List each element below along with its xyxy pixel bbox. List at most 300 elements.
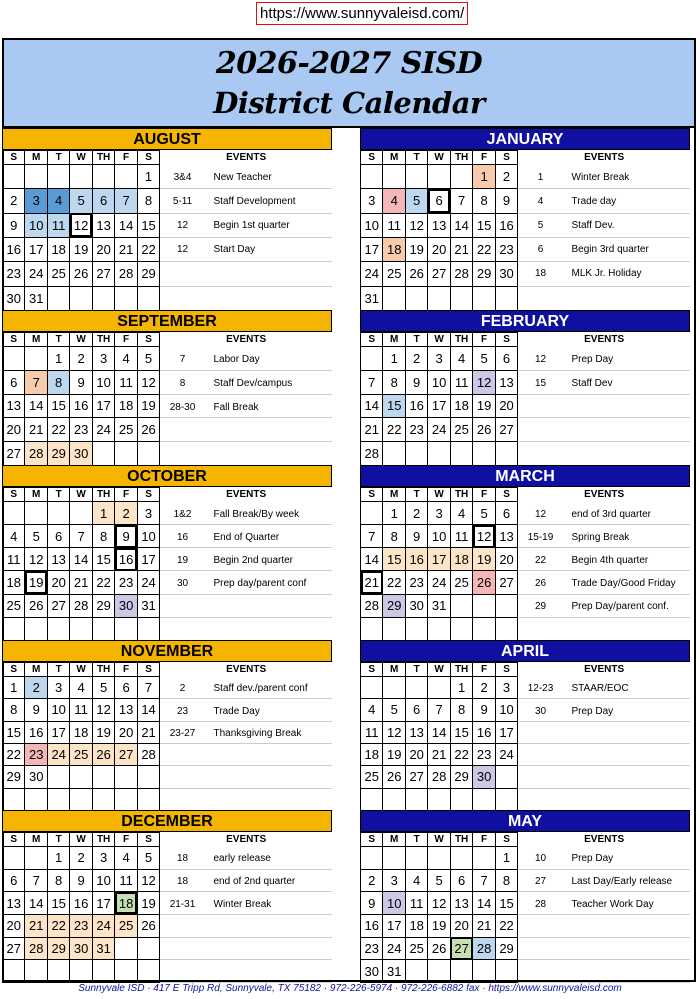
event-title: Prep day/parent conf	[213, 578, 307, 590]
day-cell: 3	[428, 502, 450, 525]
empty-day-cell	[70, 960, 92, 983]
day-cell: 27	[3, 442, 25, 466]
day-cell: 23	[25, 743, 47, 765]
day-cell: 26	[92, 743, 114, 765]
day-cell: 4	[115, 347, 137, 371]
empty-day-cell	[495, 766, 517, 788]
event-title: Staff Development	[213, 196, 296, 208]
day-cell: 19	[137, 394, 159, 418]
event-date: 5-11	[172, 196, 193, 208]
day-cell: 30	[3, 286, 25, 310]
day-header: W	[70, 833, 92, 847]
empty-day-cell	[450, 788, 472, 810]
day-cell: 14	[361, 394, 383, 418]
day-cell: 18	[405, 914, 427, 937]
month-header: JANUARY	[360, 128, 690, 150]
day-cell: 12	[137, 370, 159, 394]
day-header: M	[383, 333, 405, 347]
day-cell: 9	[361, 892, 383, 915]
day-cell: 11	[70, 699, 92, 721]
events-cell	[160, 418, 332, 442]
month-header: NOVEMBER	[2, 640, 332, 662]
empty-day-cell	[70, 788, 92, 810]
empty-day-cell	[405, 677, 427, 699]
day-header: M	[25, 151, 47, 165]
day-cell: 31	[137, 594, 159, 617]
day-header: S	[3, 488, 25, 502]
event-title: Prep Day/parent conf.	[571, 601, 669, 613]
event-date: 16	[176, 531, 189, 543]
day-cell: 10	[137, 525, 159, 548]
day-header: TH	[92, 833, 114, 847]
empty-day-cell	[25, 502, 47, 525]
day-cell: 25	[115, 914, 137, 937]
day-cell: 20	[115, 721, 137, 743]
day-cell: 21	[450, 237, 472, 261]
day-header: S	[137, 151, 159, 165]
event-date: 23-27	[169, 727, 196, 739]
day-cell: 11	[405, 892, 427, 915]
day-cell: 12	[92, 699, 114, 721]
empty-day-cell	[3, 165, 25, 189]
events-cell	[160, 766, 332, 788]
day-cell: 27	[428, 262, 450, 286]
empty-day-cell	[361, 165, 383, 189]
day-cell: 13	[428, 213, 450, 237]
day-cell: 19	[405, 237, 427, 261]
day-cell: 24	[361, 262, 383, 286]
day-cell: 22	[47, 914, 69, 937]
empty-day-cell	[137, 286, 159, 310]
month-february	[360, 310, 690, 465]
day-cell: 7	[115, 189, 137, 213]
day-cell: 31	[383, 960, 405, 983]
empty-day-cell	[450, 594, 472, 617]
day-header: W	[70, 663, 92, 677]
week-row	[3, 418, 333, 442]
day-cell: 25	[361, 766, 383, 788]
day-cell: 14	[361, 548, 383, 571]
day-cell: 17	[47, 721, 69, 743]
empty-day-cell	[3, 960, 25, 983]
event-title: Fall Break/By week	[213, 508, 300, 520]
day-cell: 28	[450, 262, 472, 286]
day-cell: 31	[428, 594, 450, 617]
day-cell: 2	[70, 347, 92, 371]
source-url[interactable]: https://www.sunnyvaleisd.com/	[256, 2, 468, 25]
empty-day-cell	[383, 847, 405, 870]
day-header: W	[428, 663, 450, 677]
day-header: W	[428, 333, 450, 347]
events-cell	[518, 418, 690, 442]
day-cell: 16	[25, 721, 47, 743]
event-date: 12	[534, 508, 547, 520]
day-cell: 1	[3, 677, 25, 699]
event-title: Begin 1st quarter	[213, 220, 290, 232]
day-cell: 29	[450, 766, 472, 788]
day-cell: 1	[495, 847, 517, 870]
event-date: 6	[537, 244, 544, 256]
day-cell: 5	[473, 347, 495, 371]
day-cell: 25	[450, 418, 472, 442]
empty-day-cell	[361, 847, 383, 870]
day-cell: 23	[70, 418, 92, 442]
day-cell: 30	[115, 594, 137, 617]
empty-day-cell	[405, 442, 427, 466]
day-cell: 28	[137, 743, 159, 765]
day-cell: 28	[25, 442, 47, 466]
day-header: F	[473, 151, 495, 165]
day-header: M	[383, 151, 405, 165]
day-cell: 2	[405, 347, 427, 371]
day-cell: 8	[3, 699, 25, 721]
day-cell: 30	[25, 766, 47, 788]
day-cell: 8	[92, 525, 114, 548]
day-header: T	[405, 151, 427, 165]
event-title: Trade day	[571, 196, 617, 208]
day-cell: 5	[383, 699, 405, 721]
day-cell: 22	[495, 914, 517, 937]
empty-day-cell	[450, 960, 472, 983]
day-header: M	[383, 663, 405, 677]
day-cell: 11	[383, 213, 405, 237]
day-header: M	[25, 333, 47, 347]
month-september	[2, 310, 332, 465]
week-row	[361, 617, 691, 640]
event-date: 18	[176, 876, 189, 887]
day-cell: 5	[137, 847, 159, 870]
day-cell: 4	[450, 347, 472, 371]
day-cell: 5	[25, 525, 47, 548]
empty-day-cell	[25, 960, 47, 983]
day-cell: 23	[115, 571, 137, 594]
day-cell: 30	[70, 937, 92, 960]
empty-day-cell	[361, 788, 383, 810]
event-date: 30	[534, 705, 547, 717]
day-header: S	[3, 151, 25, 165]
day-cell: 29	[137, 262, 159, 286]
empty-day-cell	[25, 788, 47, 810]
month-march	[360, 465, 690, 640]
event-title: STAAR/EOC	[571, 683, 629, 695]
week-row	[3, 937, 333, 960]
day-cell: 6	[3, 869, 25, 892]
day-cell: 26	[25, 594, 47, 617]
event-date: 26	[534, 578, 547, 590]
day-cell: 1	[92, 502, 114, 525]
day-cell: 17	[495, 721, 517, 743]
day-header: W	[428, 833, 450, 847]
empty-day-cell	[473, 617, 495, 640]
day-cell: 17	[25, 237, 47, 261]
events-cell	[518, 442, 690, 466]
day-cell: 9	[25, 699, 47, 721]
day-cell: 20	[405, 743, 427, 765]
day-cell: 15	[473, 213, 495, 237]
month-header: OCTOBER	[2, 465, 332, 487]
day-cell: 8	[383, 525, 405, 548]
events-header: EVENTS	[584, 152, 625, 163]
empty-day-cell	[405, 960, 427, 983]
day-cell: 17	[92, 892, 114, 915]
events-cell	[160, 262, 332, 286]
day-cell: 10	[383, 892, 405, 915]
day-cell: 20	[495, 548, 517, 571]
day-header: S	[495, 833, 517, 847]
empty-day-cell	[428, 286, 450, 310]
day-cell: 30	[405, 594, 427, 617]
day-cell: 4	[47, 189, 69, 213]
event-date: 15	[534, 377, 547, 389]
day-header: F	[115, 833, 137, 847]
day-cell: 28	[70, 594, 92, 617]
event-date: 28	[534, 898, 547, 910]
day-cell: 24	[25, 262, 47, 286]
day-cell: 6	[450, 869, 472, 892]
day-cell: 5	[473, 502, 495, 525]
day-cell: 5	[92, 677, 114, 699]
day-cell: 13	[3, 394, 25, 418]
day-cell: 13	[405, 721, 427, 743]
event-title: Staff Dev	[571, 377, 613, 389]
day-cell: 7	[428, 699, 450, 721]
day-header: M	[25, 833, 47, 847]
event-date: 30	[176, 578, 189, 590]
event-date: 3&4	[173, 172, 192, 184]
empty-day-cell	[450, 286, 472, 310]
day-header: TH	[450, 151, 472, 165]
day-header: S	[3, 663, 25, 677]
day-cell: 18	[450, 548, 472, 571]
day-cell: 6	[495, 347, 517, 371]
day-cell: 20	[428, 237, 450, 261]
day-cell: 16	[405, 548, 427, 571]
day-cell: 18	[47, 237, 69, 261]
day-cell: 20	[3, 418, 25, 442]
day-cell: 13	[495, 370, 517, 394]
day-cell: 11	[115, 869, 137, 892]
day-cell: 5	[70, 189, 92, 213]
day-cell: 12	[405, 213, 427, 237]
empty-day-cell	[92, 165, 114, 189]
day-cell: 15	[47, 394, 69, 418]
day-cell: 16	[495, 213, 517, 237]
day-header: TH	[92, 151, 114, 165]
event-date: 1	[537, 172, 544, 184]
day-cell: 29	[47, 937, 69, 960]
event-title: Thanksgiving Break	[213, 727, 302, 739]
event-date: 7	[179, 353, 186, 365]
event-title: Staff Dev/campus	[213, 377, 293, 389]
event-date: 1&2	[173, 508, 192, 520]
day-cell: 3	[137, 502, 159, 525]
day-header: S	[137, 333, 159, 347]
day-cell: 31	[361, 286, 383, 310]
day-cell: 31	[92, 937, 114, 960]
empty-day-cell	[92, 766, 114, 788]
day-header: F	[473, 833, 495, 847]
empty-day-cell	[473, 847, 495, 870]
empty-day-cell	[92, 960, 114, 983]
empty-day-cell	[47, 502, 69, 525]
event-date: 4	[537, 196, 544, 208]
day-cell: 1	[473, 165, 495, 189]
day-cell: 26	[405, 262, 427, 286]
events-cell	[518, 617, 690, 640]
day-header: M	[383, 488, 405, 502]
empty-day-cell	[473, 442, 495, 466]
day-header: S	[495, 333, 517, 347]
day-cell: 10	[25, 213, 47, 237]
events-cell	[518, 721, 690, 743]
empty-day-cell	[383, 165, 405, 189]
empty-day-cell	[405, 286, 427, 310]
week-row	[3, 914, 333, 937]
day-cell: 22	[473, 237, 495, 261]
day-cell: 7	[25, 869, 47, 892]
day-cell: 15	[137, 213, 159, 237]
day-cell: 10	[361, 213, 383, 237]
day-cell: 13	[495, 525, 517, 548]
day-header: T	[47, 663, 69, 677]
empty-day-cell	[3, 502, 25, 525]
empty-day-cell	[450, 847, 472, 870]
day-cell: 7	[361, 370, 383, 394]
empty-day-cell	[361, 502, 383, 525]
day-cell: 10	[495, 699, 517, 721]
day-cell: 24	[137, 571, 159, 594]
events-cell	[160, 286, 332, 310]
event-title: Teacher Work Day	[571, 898, 654, 910]
empty-day-cell	[473, 788, 495, 810]
day-cell: 3	[495, 677, 517, 699]
day-header: TH	[450, 488, 472, 502]
events-header: EVENTS	[584, 489, 625, 500]
day-cell: 16	[405, 394, 427, 418]
empty-day-cell	[383, 677, 405, 699]
day-cell: 12	[383, 721, 405, 743]
day-cell: 10	[92, 370, 114, 394]
day-header: W	[70, 488, 92, 502]
day-cell: 17	[361, 237, 383, 261]
empty-day-cell	[47, 766, 69, 788]
day-cell: 19	[383, 743, 405, 765]
week-row	[361, 442, 691, 466]
day-header: M	[383, 833, 405, 847]
day-cell: 21	[428, 743, 450, 765]
empty-day-cell	[115, 766, 137, 788]
event-date: 23	[176, 705, 189, 717]
day-cell: 7	[450, 189, 472, 213]
day-header: F	[473, 333, 495, 347]
calendar-title: 2026-2027 SISD	[215, 46, 483, 81]
day-cell: 17	[137, 548, 159, 571]
day-cell: 16	[361, 914, 383, 937]
day-cell: 14	[25, 394, 47, 418]
empty-day-cell	[383, 617, 405, 640]
day-cell: 27	[495, 418, 517, 442]
month-header: MAY	[360, 810, 690, 832]
event-title: Prep Day	[571, 853, 614, 865]
day-cell: 23	[495, 237, 517, 261]
day-header: W	[428, 151, 450, 165]
day-cell: 6	[405, 699, 427, 721]
empty-day-cell	[47, 286, 69, 310]
empty-day-cell	[495, 788, 517, 810]
event-title: MLK Jr. Holiday	[571, 268, 642, 280]
day-cell: 21	[25, 914, 47, 937]
empty-day-cell	[70, 286, 92, 310]
empty-day-cell	[25, 347, 47, 371]
empty-day-cell	[115, 165, 137, 189]
day-cell: 24	[383, 937, 405, 960]
event-title: Begin 2nd quarter	[213, 554, 294, 566]
day-cell: 23	[405, 418, 427, 442]
day-cell: 24	[92, 914, 114, 937]
day-cell: 27	[92, 262, 114, 286]
day-cell: 25	[383, 262, 405, 286]
day-cell: 10	[47, 699, 69, 721]
day-cell: 7	[361, 525, 383, 548]
day-cell: 21	[115, 237, 137, 261]
week-row	[361, 766, 691, 788]
day-cell: 20	[92, 237, 114, 261]
day-cell: 2	[495, 165, 517, 189]
day-cell: 19	[137, 892, 159, 915]
empty-day-cell	[495, 442, 517, 466]
day-cell: 30	[495, 262, 517, 286]
day-header: S	[137, 833, 159, 847]
event-date: 18	[176, 853, 189, 865]
day-cell: 27	[495, 571, 517, 594]
day-cell: 20	[3, 914, 25, 937]
day-cell: 27	[450, 937, 472, 960]
day-cell: 28	[428, 766, 450, 788]
day-header: T	[405, 663, 427, 677]
event-title: Begin 4th quarter	[571, 554, 649, 566]
day-cell: 4	[70, 677, 92, 699]
event-title: Last Day/Early release	[571, 876, 673, 887]
empty-day-cell	[47, 960, 69, 983]
empty-day-cell	[450, 617, 472, 640]
day-cell: 7	[70, 525, 92, 548]
day-cell: 17	[428, 394, 450, 418]
day-cell: 7	[137, 677, 159, 699]
event-date: 27	[534, 876, 547, 887]
day-cell: 9	[405, 370, 427, 394]
event-date: 10	[534, 853, 547, 865]
day-cell: 29	[3, 766, 25, 788]
day-header: T	[47, 151, 69, 165]
day-cell: 11	[450, 370, 472, 394]
day-cell: 12	[473, 370, 495, 394]
day-header: TH	[92, 333, 114, 347]
day-header: T	[47, 333, 69, 347]
event-date: 12-23	[527, 683, 554, 695]
day-cell: 4	[361, 699, 383, 721]
calendar-subtitle: District Calendar	[213, 86, 485, 120]
day-cell: 11	[361, 721, 383, 743]
empty-day-cell	[361, 677, 383, 699]
day-cell: 20	[47, 571, 69, 594]
day-cell: 25	[47, 262, 69, 286]
day-cell: 26	[137, 914, 159, 937]
empty-day-cell	[115, 960, 137, 983]
day-cell: 28	[115, 262, 137, 286]
day-cell: 12	[137, 869, 159, 892]
week-row	[361, 788, 691, 810]
day-cell: 13	[92, 213, 114, 237]
